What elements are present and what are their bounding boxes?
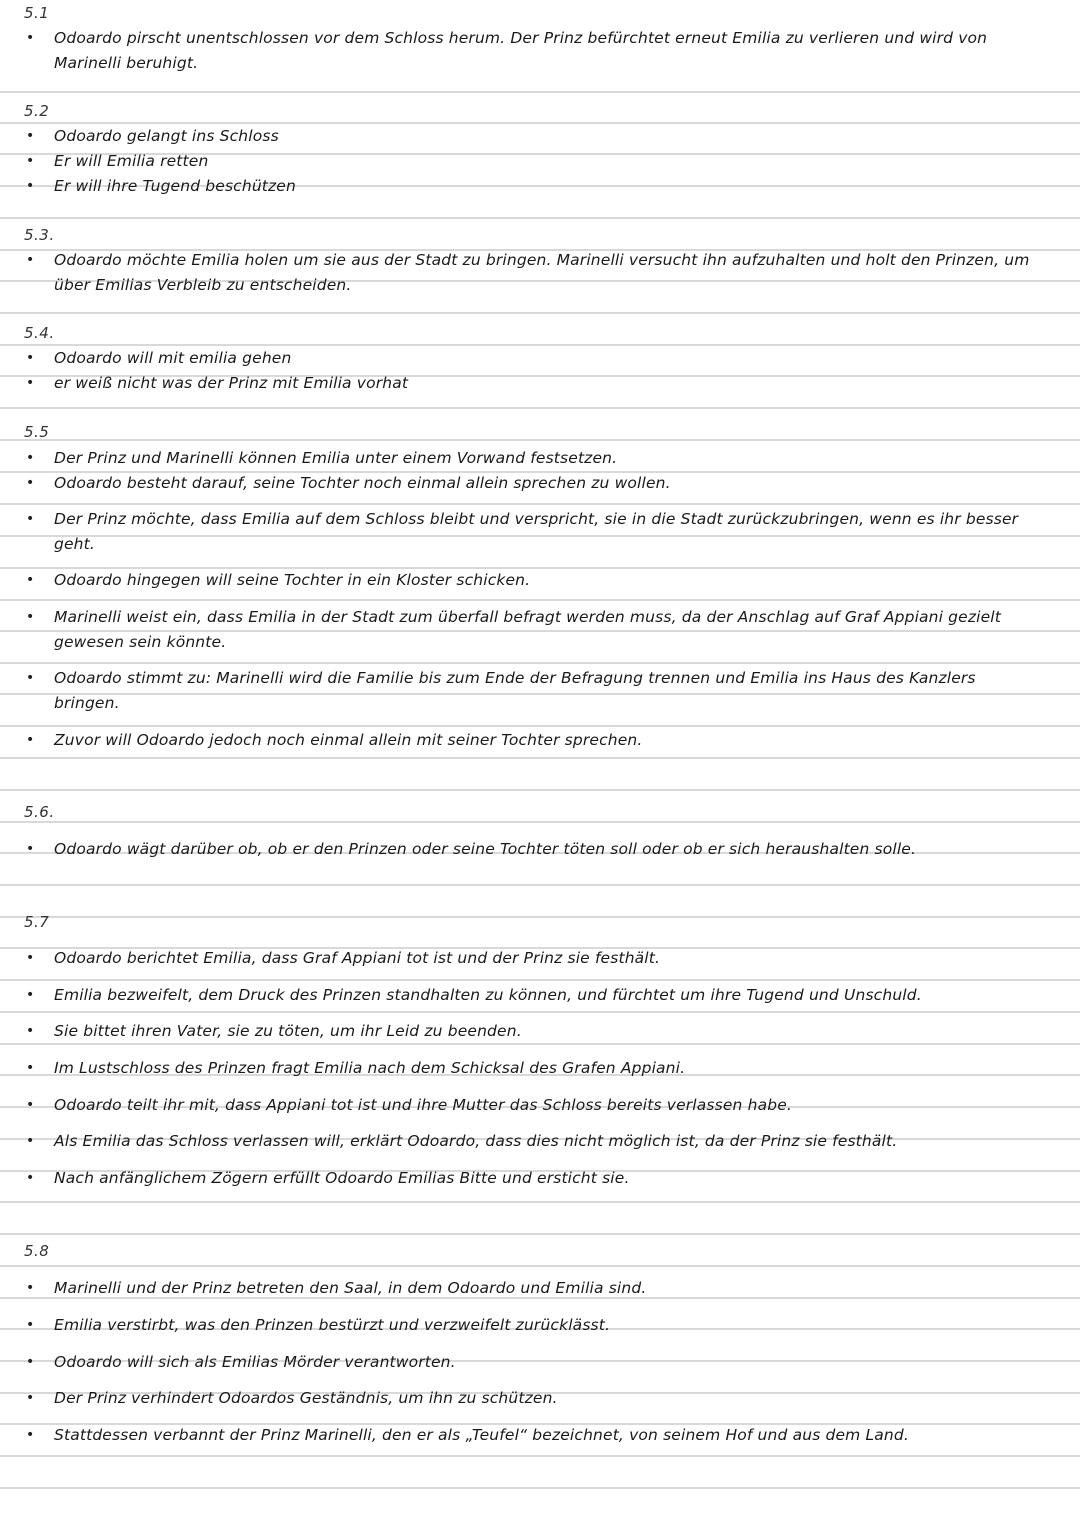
item-text: Emilia bezweifelt, dem Druck des Prinzen standhalten zu können, und fürchtet um ihre Tugend und Unschuld. [54,986,922,1004]
item-text: Odoardo teilt ihr mit, dass Appiani tot ist und ihre Mutter das Schloss bereits verlassen habe. [54,1096,792,1114]
section-number: 5.5 [24,423,50,441]
ruled-line [0,599,1080,601]
bullet-icon: • [26,1354,35,1370]
item-text: Nach anfänglichem Zögern erfüllt Odoardo Emilias Bitte und ersticht sie. [54,1169,630,1187]
ruled-line [0,821,1080,823]
bullet-icon: • [26,609,35,625]
bullet-icon: • [26,1427,35,1443]
bullet-icon: • [26,572,35,588]
section-number: 5.3. [24,226,55,244]
ruled-line [0,1487,1080,1489]
item-text: Odoardo hingegen will seine Tochter in ein Kloster schicken. [54,571,531,589]
ruled-line [0,1233,1080,1235]
ruled-line [0,725,1080,727]
ruled-line [0,503,1080,505]
section-number: 5.6. [24,803,55,821]
ruled-line [0,439,1080,441]
ruled-line [0,757,1080,759]
item-text: Der Prinz möchte, dass Emilia auf dem Schloss bleibt und verspricht, sie in die Stadt zurückzubringen, wenn es ihr besser geht. [54,510,1019,553]
bullet-icon: • [26,252,35,268]
bullet-icon: • [26,950,35,966]
item-text: Odoardo stimmt zu: Marinelli wird die Familie bis zum Ende der Befragung trennen und Emilia ins Haus des Kanzlers bringen. [54,669,976,712]
bullet-icon: • [26,1060,35,1076]
ruled-line [0,662,1080,664]
bullet-icon: • [26,987,35,1003]
item-text: Odoardo besteht darauf, seine Tochter noch einmal allein sprechen zu wollen. [54,474,671,492]
bullet-icon: • [26,732,35,748]
item-text: Er will Emilia retten [54,152,209,170]
bullet-icon: • [26,350,35,366]
section-number: 5.4. [24,324,55,342]
item-text: Im Lustschloss des Prinzen fragt Emilia nach dem Schicksal des Grafen Appiani. [54,1059,686,1077]
ruled-line [0,1011,1080,1013]
bullet-icon: • [26,1097,35,1113]
bullet-icon: • [26,511,35,527]
bullet-icon: • [26,375,35,391]
item-text: Er will ihre Tugend beschützen [54,177,296,195]
ruled-line [0,789,1080,791]
item-text: Als Emilia das Schloss verlassen will, erklärt Odoardo, dass dies nicht möglich ist, da der Prinz sie festhält. [54,1132,898,1150]
ruled-line [0,884,1080,886]
item-text: Stattdessen verbannt der Prinz Marinelli, den er als „Teufel“ bezeichnet, von seinem Hof und aus dem Land. [54,1426,909,1444]
bullet-icon: • [26,670,35,686]
ruled-line [0,1455,1080,1457]
ruled-line [0,312,1080,314]
item-text: Der Prinz und Marinelli können Emilia unter einem Vorwand festsetzen. [54,449,618,467]
item-text: Zuvor will Odoardo jedoch noch einmal allein mit seiner Tochter sprechen. [54,731,643,749]
bullet-icon: • [26,1317,35,1333]
bullet-icon: • [26,475,35,491]
ruled-line [0,1265,1080,1267]
ruled-line [0,91,1080,93]
item-text: Marinelli weist ein, dass Emilia in der Stadt zum überfall befragt werden muss, da der Anschlag auf Graf Appiani gezielt gewesen sein könnte. [54,608,1001,651]
bullet-icon: • [26,1390,35,1406]
bullet-icon: • [26,1280,35,1296]
bullet-icon: • [26,128,35,144]
bullet-icon: • [26,1133,35,1149]
item-text: Odoardo will sich als Emilias Mörder verantworten. [54,1353,456,1371]
bullet-icon: • [26,1023,35,1039]
item-text: Odoardo will mit emilia gehen [54,349,292,367]
item-text: er weiß nicht was der Prinz mit Emilia vorhat [54,374,409,392]
item-text: Odoardo berichtet Emilia, dass Graf Appiani tot ist und der Prinz sie festhält. [54,949,661,967]
item-text: Odoardo möchte Emilia holen um sie aus der Stadt zu bringen. Marinelli versucht ihn aufzuhalten und holt den Prinzen, um über Emilias Verbleib zu entscheiden. [54,251,1030,294]
item-text: Der Prinz verhindert Odoardos Geständnis, um ihn zu schützen. [54,1389,558,1407]
ruled-line [0,979,1080,981]
ruled-line [0,916,1080,918]
item-text: Odoardo wägt darüber ob, ob er den Prinzen oder seine Tochter töten soll oder ob er sich heraushalten solle. [54,840,917,858]
bullet-icon: • [26,841,35,857]
section-number: 5.8 [24,1242,50,1260]
bullet-icon: • [26,450,35,466]
item-text: Odoardo gelangt ins Schloss [54,127,279,145]
section-number: 5.7 [24,913,50,931]
section-number: 5.2 [24,102,50,120]
section-number: 5.1 [24,4,50,22]
item-text: Marinelli und der Prinz betreten den Saal, in dem Odoardo und Emilia sind. [54,1279,647,1297]
item-text: Emilia verstirbt, was den Prinzen bestürzt und verzweifelt zurücklässt. [54,1316,611,1334]
bullet-icon: • [26,153,35,169]
item-text: Sie bittet ihren Vater, sie zu töten, um ihr Leid zu beenden. [54,1022,522,1040]
ruled-line [0,217,1080,219]
bullet-icon: • [26,178,35,194]
item-text: Odoardo pirscht unentschlossen vor dem Schloss herum. Der Prinz befürchtet erneut Emilia zu verlieren und wird von Marinelli beruhigt. [54,29,988,72]
bullet-icon: • [26,30,35,46]
ruled-line [0,407,1080,409]
ruled-line [0,1201,1080,1203]
bullet-icon: • [26,1170,35,1186]
